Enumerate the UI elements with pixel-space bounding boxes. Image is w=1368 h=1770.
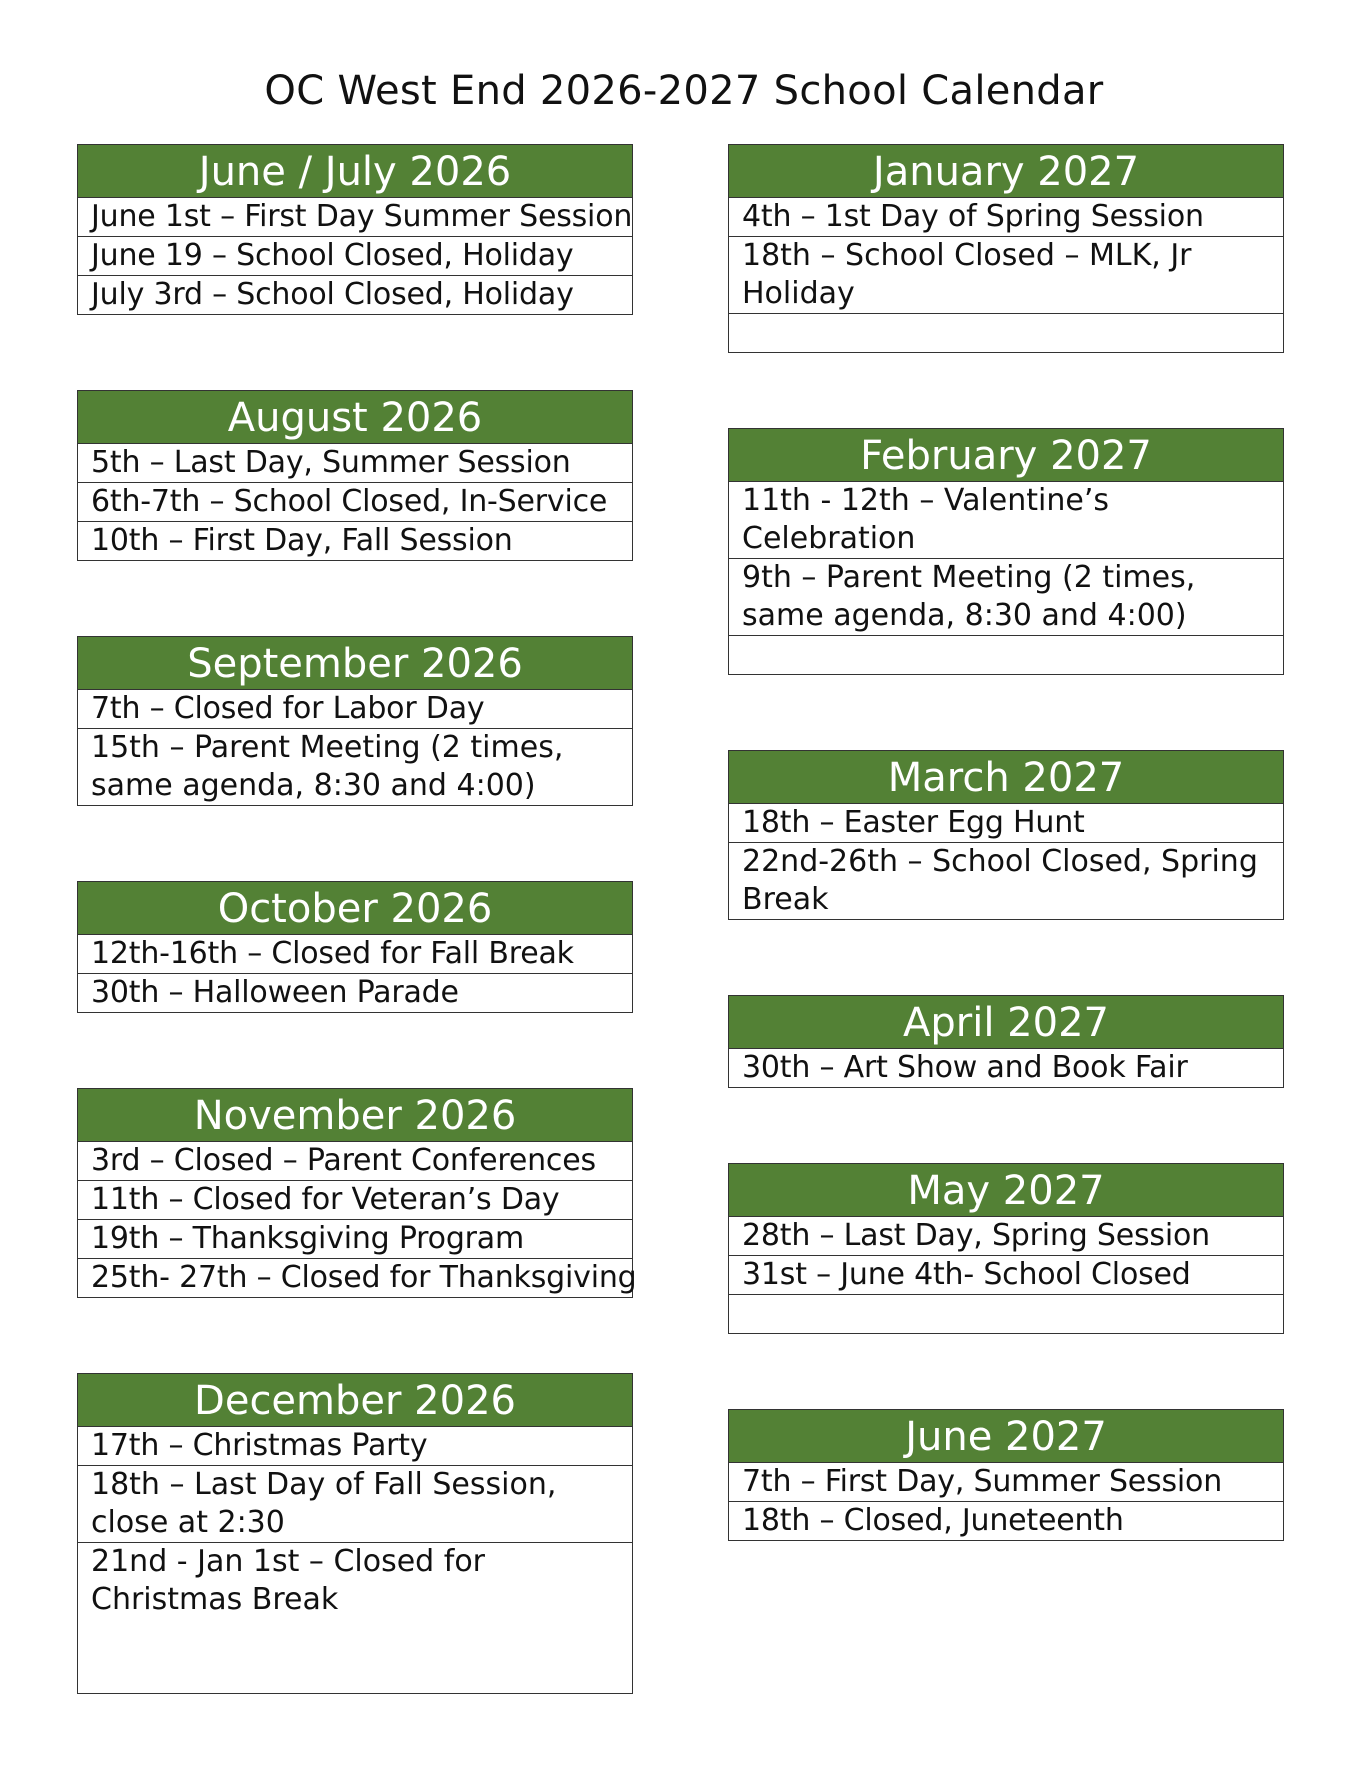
month-block-october-2026 [77,881,633,1013]
month-block-april-2027 [728,995,1284,1088]
month-header: December 2026 [78,1374,632,1427]
month-header: September 2026 [78,637,632,690]
event-row: 17th – Christmas Party [78,1427,632,1466]
page-title: OC West End 2026-2027 School Calendar [264,68,1104,114]
event-row: 9th – Parent Meeting (2 times, same agenda, 8:30 and 4:00) [729,559,1283,636]
event-row: June 19 – School Closed, Holiday [78,237,632,276]
event-row: 19th – Thanksgiving Program [78,1220,632,1259]
event-row: July 3rd – School Closed, Holiday [91,277,574,312]
event-row: 28th – Last Day, Spring Session [729,1217,1283,1256]
month-header: February 2027 [729,429,1283,482]
month-header: October 2026 [78,882,632,935]
event-row: 18th – Closed, Juneteenth [742,1503,1124,1538]
event-row: 18th – Easter Egg Hunt [729,804,1283,843]
event-row: 18th – School Closed – MLK, Jr Holiday [729,237,1283,314]
month-block-february-2027 [728,428,1284,675]
event-row: June 1st – First Day Summer Session [78,198,632,237]
event-row: 30th – Halloween Parade [91,975,459,1010]
event-row: 15th – Parent Meeting (2 times, same agenda, 8:30 and 4:00) [91,730,564,803]
month-header: November 2026 [78,1089,632,1142]
event-row: 6th-7th – School Closed, In-Service [78,483,632,522]
event-row: 7th – First Day, Summer Session [729,1463,1283,1502]
event-row: 10th – First Day, Fall Session [91,523,513,558]
month-block-september-2026 [77,636,633,806]
month-block-august-2026 [77,390,633,561]
event-row: 3rd – Closed – Parent Conferences [78,1142,632,1181]
event-row: 11th - 12th – Valentine’s Celebration [729,482,1283,559]
event-row-empty [729,636,1283,674]
month-header: January 2027 [729,145,1283,198]
event-row: 4th – 1st Day of Spring Session [729,198,1283,237]
event-row: 30th – Art Show and Book Fair [742,1050,1188,1085]
month-header: May 2027 [729,1164,1283,1217]
event-row: 12th-16th – Closed for Fall Break [78,935,632,974]
event-row: 22nd-26th – School Closed, Spring Break [742,844,1258,917]
month-header: April 2027 [729,996,1283,1049]
month-header: August 2026 [78,391,632,444]
event-row: 25th- 27th – Closed for Thanksgiving [91,1260,637,1295]
month-header: March 2027 [729,751,1283,804]
month-block-december-2026 [77,1373,633,1694]
month-block-november-2026 [77,1088,637,1298]
event-row: 11th – Closed for Veteran’s Day [78,1181,632,1220]
event-row-empty [729,1295,1283,1333]
event-row-empty [729,314,1283,352]
month-block-march-2027 [728,750,1284,920]
month-block-june-july-2026 [77,144,633,315]
month-block-january-2027 [728,144,1284,353]
event-row: 21nd - Jan 1st – Closed for Christmas Break [91,1544,486,1617]
month-header: June 2027 [729,1410,1283,1463]
month-block-may-2027 [728,1163,1284,1334]
month-header: June / July 2026 [78,145,632,198]
month-block-june-2027 [728,1409,1284,1541]
event-row: 31st – June 4th- School Closed [729,1256,1283,1295]
event-row: 18th – Last Day of Fall Session, close at 2:30 [78,1466,632,1543]
event-row: 7th – Closed for Labor Day [78,690,632,729]
event-row: 5th – Last Day, Summer Session [78,444,632,483]
